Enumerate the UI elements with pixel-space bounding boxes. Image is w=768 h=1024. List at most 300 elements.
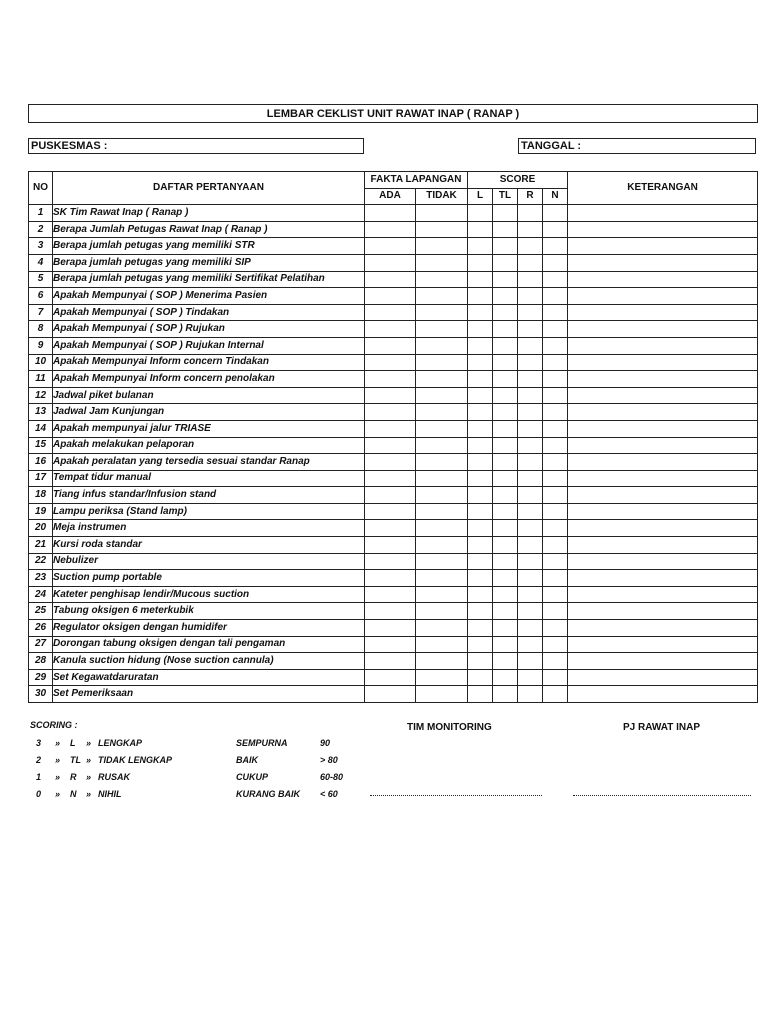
scoring-cat: SEMPURNA xyxy=(236,738,288,748)
cell-tidak[interactable] xyxy=(416,271,468,288)
cell-keterangan[interactable] xyxy=(568,620,758,637)
cell-r[interactable] xyxy=(518,553,543,570)
cell-ada[interactable] xyxy=(365,653,416,670)
cell-tidak[interactable] xyxy=(416,653,468,670)
cell-l[interactable] xyxy=(468,553,493,570)
cell-ada[interactable] xyxy=(365,686,416,703)
row-question: Apakah Mempunyai ( SOP ) Tindakan xyxy=(53,304,365,321)
cell-keterangan[interactable] xyxy=(568,238,758,255)
cell-tidak[interactable] xyxy=(416,586,468,603)
cell-r[interactable] xyxy=(518,337,543,354)
cell-tl[interactable] xyxy=(493,470,518,487)
cell-tl[interactable] xyxy=(493,653,518,670)
cell-tidak[interactable] xyxy=(416,669,468,686)
cell-l[interactable] xyxy=(468,686,493,703)
cell-tl[interactable] xyxy=(493,537,518,554)
cell-r[interactable] xyxy=(518,487,543,504)
scoring-cat: BAIK xyxy=(236,755,258,765)
cell-r[interactable] xyxy=(518,603,543,620)
scoring-code: R xyxy=(70,772,77,782)
cell-tidak[interactable] xyxy=(416,304,468,321)
cell-n[interactable] xyxy=(543,620,568,637)
row-number: 20 xyxy=(29,520,53,537)
cell-tidak[interactable] xyxy=(416,437,468,454)
table-row xyxy=(29,404,758,421)
table-row xyxy=(29,586,758,603)
cell-l[interactable] xyxy=(468,420,493,437)
cell-keterangan[interactable] xyxy=(568,553,758,570)
cell-keterangan[interactable] xyxy=(568,288,758,305)
cell-ada[interactable] xyxy=(365,387,416,404)
cell-n[interactable] xyxy=(543,537,568,554)
cell-keterangan[interactable] xyxy=(568,454,758,471)
cell-ada[interactable] xyxy=(365,586,416,603)
header-n: N xyxy=(543,188,568,205)
table-row xyxy=(29,205,758,222)
cell-l[interactable] xyxy=(468,503,493,520)
row-question: Lampu periksa (Stand lamp) xyxy=(53,503,365,520)
cell-r[interactable] xyxy=(518,238,543,255)
cell-r[interactable] xyxy=(518,686,543,703)
cell-n[interactable] xyxy=(543,470,568,487)
cell-ada[interactable] xyxy=(365,288,416,305)
cell-keterangan[interactable] xyxy=(568,404,758,421)
row-question: Tiang infus standar/Infusion stand xyxy=(53,487,365,504)
table-row xyxy=(29,371,758,388)
cell-keterangan[interactable] xyxy=(568,304,758,321)
cell-l[interactable] xyxy=(468,454,493,471)
cell-tl[interactable] xyxy=(493,553,518,570)
cell-n[interactable] xyxy=(543,520,568,537)
row-number: 1 xyxy=(29,205,53,222)
cell-keterangan[interactable] xyxy=(568,653,758,670)
cell-n[interactable] xyxy=(543,503,568,520)
cell-r[interactable] xyxy=(518,636,543,653)
cell-l[interactable] xyxy=(468,271,493,288)
row-question: Set Kegawatdaruratan xyxy=(53,669,365,686)
scoring-label: NIHIL xyxy=(98,789,122,799)
cell-ada[interactable] xyxy=(365,321,416,338)
cell-l[interactable] xyxy=(468,653,493,670)
cell-n[interactable] xyxy=(543,254,568,271)
cell-l[interactable] xyxy=(468,304,493,321)
row-number: 14 xyxy=(29,420,53,437)
table-row xyxy=(29,603,758,620)
row-number: 8 xyxy=(29,321,53,338)
cell-tidak[interactable] xyxy=(416,553,468,570)
row-question: Berapa jumlah petugas yang memiliki SIP xyxy=(53,254,365,271)
cell-ada[interactable] xyxy=(365,454,416,471)
scoring-a1: » xyxy=(55,755,61,765)
cell-n[interactable] xyxy=(543,304,568,321)
scoring-cat: KURANG BAIK xyxy=(236,789,300,799)
cell-tl[interactable] xyxy=(493,321,518,338)
header-tidak: TIDAK xyxy=(416,188,468,205)
cell-tidak[interactable] xyxy=(416,454,468,471)
cell-ada[interactable] xyxy=(365,205,416,222)
row-question: Apakah melakukan pelaporan xyxy=(53,437,365,454)
cell-l[interactable] xyxy=(468,437,493,454)
cell-l[interactable] xyxy=(468,487,493,504)
cell-tl[interactable] xyxy=(493,503,518,520)
cell-tl[interactable] xyxy=(493,221,518,238)
cell-tl[interactable] xyxy=(493,437,518,454)
scoring-num: 2 xyxy=(36,755,42,765)
table-row xyxy=(29,304,758,321)
cell-keterangan[interactable] xyxy=(568,420,758,437)
cell-r[interactable] xyxy=(518,437,543,454)
scoring-val: 90 xyxy=(320,738,331,748)
cell-keterangan[interactable] xyxy=(568,503,758,520)
cell-keterangan[interactable] xyxy=(568,603,758,620)
cell-r[interactable] xyxy=(518,669,543,686)
scoring-a2: » xyxy=(86,755,92,765)
cell-n[interactable] xyxy=(543,420,568,437)
cell-tidak[interactable] xyxy=(416,221,468,238)
cell-ada[interactable] xyxy=(365,420,416,437)
cell-ada[interactable] xyxy=(365,238,416,255)
cell-n[interactable] xyxy=(543,454,568,471)
row-number: 9 xyxy=(29,337,53,354)
row-number: 21 xyxy=(29,537,53,554)
cell-tl[interactable] xyxy=(493,371,518,388)
cell-n[interactable] xyxy=(543,669,568,686)
cell-ada[interactable] xyxy=(365,553,416,570)
cell-l[interactable] xyxy=(468,620,493,637)
cell-l[interactable] xyxy=(468,636,493,653)
cell-n[interactable] xyxy=(543,686,568,703)
scoring-cat: CUKUP xyxy=(236,772,269,782)
cell-l[interactable] xyxy=(468,387,493,404)
cell-tidak[interactable] xyxy=(416,354,468,371)
cell-r[interactable] xyxy=(518,570,543,587)
cell-keterangan[interactable] xyxy=(568,570,758,587)
cell-ada[interactable] xyxy=(365,404,416,421)
cell-l[interactable] xyxy=(468,354,493,371)
cell-r[interactable] xyxy=(518,304,543,321)
scoring-a1: » xyxy=(55,772,61,782)
cell-keterangan[interactable] xyxy=(568,221,758,238)
row-question: Tempat tidur manual xyxy=(53,470,365,487)
cell-keterangan[interactable] xyxy=(568,686,758,703)
header-ada: ADA xyxy=(365,188,416,205)
scoring-code: N xyxy=(70,789,77,799)
cell-n[interactable] xyxy=(543,238,568,255)
cell-l[interactable] xyxy=(468,254,493,271)
cell-ada[interactable] xyxy=(365,254,416,271)
row-question: Apakah Mempunyai ( SOP ) Rujukan xyxy=(53,321,365,338)
cell-l[interactable] xyxy=(468,371,493,388)
header-r: R xyxy=(518,188,543,205)
cell-tl[interactable] xyxy=(493,337,518,354)
cell-r[interactable] xyxy=(518,404,543,421)
table-row xyxy=(29,520,758,537)
cell-r[interactable] xyxy=(518,271,543,288)
cell-tidak[interactable] xyxy=(416,636,468,653)
cell-n[interactable] xyxy=(543,371,568,388)
cell-ada[interactable] xyxy=(365,337,416,354)
cell-keterangan[interactable] xyxy=(568,537,758,554)
cell-tidak[interactable] xyxy=(416,470,468,487)
table-row xyxy=(29,669,758,686)
cell-tidak[interactable] xyxy=(416,337,468,354)
cell-ada[interactable] xyxy=(365,487,416,504)
cell-n[interactable] xyxy=(543,653,568,670)
row-number: 22 xyxy=(29,553,53,570)
cell-ada[interactable] xyxy=(365,603,416,620)
cell-l[interactable] xyxy=(468,603,493,620)
cell-tl[interactable] xyxy=(493,669,518,686)
cell-tidak[interactable] xyxy=(416,603,468,620)
cell-tl[interactable] xyxy=(493,271,518,288)
cell-r[interactable] xyxy=(518,454,543,471)
cell-l[interactable] xyxy=(468,221,493,238)
cell-tl[interactable] xyxy=(493,354,518,371)
puskesmas-field: PUSKESMAS : xyxy=(28,138,364,154)
cell-n[interactable] xyxy=(543,321,568,338)
cell-keterangan[interactable] xyxy=(568,487,758,504)
row-number: 13 xyxy=(29,404,53,421)
row-question: Set Pemeriksaan xyxy=(53,686,365,703)
cell-ada[interactable] xyxy=(365,636,416,653)
cell-tidak[interactable] xyxy=(416,404,468,421)
tim-signature-line xyxy=(370,790,542,796)
table-row xyxy=(29,487,758,504)
table-row xyxy=(29,321,758,338)
cell-keterangan[interactable] xyxy=(568,337,758,354)
cell-tidak[interactable] xyxy=(416,238,468,255)
cell-l[interactable] xyxy=(468,404,493,421)
cell-r[interactable] xyxy=(518,387,543,404)
cell-r[interactable] xyxy=(518,520,543,537)
cell-tidak[interactable] xyxy=(416,620,468,637)
cell-tl[interactable] xyxy=(493,288,518,305)
row-number: 2 xyxy=(29,221,53,238)
cell-n[interactable] xyxy=(543,553,568,570)
table-row xyxy=(29,254,758,271)
cell-l[interactable] xyxy=(468,337,493,354)
row-question: Berapa Jumlah Petugas Rawat Inap ( Ranap ) xyxy=(53,221,365,238)
header-l: L xyxy=(468,188,493,205)
cell-tl[interactable] xyxy=(493,620,518,637)
row-question: Apakah Mempunyai Inform concern penolakan xyxy=(53,371,365,388)
cell-l[interactable] xyxy=(468,586,493,603)
cell-keterangan[interactable] xyxy=(568,636,758,653)
cell-r[interactable] xyxy=(518,371,543,388)
cell-n[interactable] xyxy=(543,221,568,238)
cell-l[interactable] xyxy=(468,288,493,305)
cell-n[interactable] xyxy=(543,288,568,305)
cell-n[interactable] xyxy=(543,603,568,620)
scoring-code: L xyxy=(70,738,76,748)
row-question: Kursi roda standar xyxy=(53,537,365,554)
scoring-a2: » xyxy=(86,738,92,748)
cell-l[interactable] xyxy=(468,570,493,587)
cell-l[interactable] xyxy=(468,205,493,222)
cell-ada[interactable] xyxy=(365,221,416,238)
cell-tidak[interactable] xyxy=(416,420,468,437)
cell-keterangan[interactable] xyxy=(568,387,758,404)
scoring-title: SCORING : xyxy=(30,720,78,730)
cell-tl[interactable] xyxy=(493,387,518,404)
cell-tl[interactable] xyxy=(493,487,518,504)
cell-l[interactable] xyxy=(468,520,493,537)
cell-r[interactable] xyxy=(518,354,543,371)
cell-ada[interactable] xyxy=(365,371,416,388)
cell-l[interactable] xyxy=(468,321,493,338)
cell-tidak[interactable] xyxy=(416,537,468,554)
tanggal-field: TANGGAL : xyxy=(518,138,756,154)
table-row xyxy=(29,221,758,238)
cell-tl[interactable] xyxy=(493,686,518,703)
cell-tidak[interactable] xyxy=(416,205,468,222)
table-row xyxy=(29,337,758,354)
cell-tl[interactable] xyxy=(493,603,518,620)
cell-tidak[interactable] xyxy=(416,254,468,271)
scoring-num: 1 xyxy=(36,772,42,782)
row-question: Meja instrumen xyxy=(53,520,365,537)
cell-tidak[interactable] xyxy=(416,371,468,388)
row-question: Nebulizer xyxy=(53,553,365,570)
cell-r[interactable] xyxy=(518,420,543,437)
scoring-val: < 60 xyxy=(320,789,338,799)
cell-tidak[interactable] xyxy=(416,387,468,404)
cell-tl[interactable] xyxy=(493,304,518,321)
cell-ada[interactable] xyxy=(365,304,416,321)
cell-tidak[interactable] xyxy=(416,503,468,520)
cell-r[interactable] xyxy=(518,288,543,305)
row-question: Apakah Mempunyai ( SOP ) Menerima Pasien xyxy=(53,288,365,305)
cell-keterangan[interactable] xyxy=(568,371,758,388)
scoring-a2: » xyxy=(86,789,92,799)
cell-tl[interactable] xyxy=(493,205,518,222)
cell-tidak[interactable] xyxy=(416,288,468,305)
cell-r[interactable] xyxy=(518,205,543,222)
cell-ada[interactable] xyxy=(365,503,416,520)
cell-tl[interactable] xyxy=(493,254,518,271)
cell-tl[interactable] xyxy=(493,420,518,437)
cell-keterangan[interactable] xyxy=(568,354,758,371)
row-number: 18 xyxy=(29,487,53,504)
cell-tl[interactable] xyxy=(493,404,518,421)
cell-l[interactable] xyxy=(468,238,493,255)
cell-l[interactable] xyxy=(468,470,493,487)
cell-ada[interactable] xyxy=(365,520,416,537)
cell-tl[interactable] xyxy=(493,586,518,603)
cell-tl[interactable] xyxy=(493,454,518,471)
header-question: DAFTAR PERTANYAAN xyxy=(53,172,365,205)
cell-keterangan[interactable] xyxy=(568,437,758,454)
cell-keterangan[interactable] xyxy=(568,254,758,271)
cell-n[interactable] xyxy=(543,404,568,421)
row-number: 12 xyxy=(29,387,53,404)
table-row xyxy=(29,653,758,670)
row-question: Jadwal piket bulanan xyxy=(53,387,365,404)
row-number: 16 xyxy=(29,454,53,471)
cell-tidak[interactable] xyxy=(416,570,468,587)
cell-n[interactable] xyxy=(543,586,568,603)
cell-r[interactable] xyxy=(518,254,543,271)
scoring-num: 0 xyxy=(36,789,42,799)
cell-tl[interactable] xyxy=(493,570,518,587)
cell-tl[interactable] xyxy=(493,238,518,255)
header-keterangan: KETERANGAN xyxy=(568,172,758,205)
cell-tidak[interactable] xyxy=(416,520,468,537)
cell-r[interactable] xyxy=(518,537,543,554)
cell-n[interactable] xyxy=(543,636,568,653)
cell-l[interactable] xyxy=(468,537,493,554)
row-question: Apakah peralatan yang tersedia sesuai standar Ranap xyxy=(53,454,365,471)
row-question: Apakah Mempunyai Inform concern Tindakan xyxy=(53,354,365,371)
header-fakta-lapangan: FAKTA LAPANGAN xyxy=(365,172,468,189)
table-row xyxy=(29,354,758,371)
cell-r[interactable] xyxy=(518,221,543,238)
cell-r[interactable] xyxy=(518,653,543,670)
cell-r[interactable] xyxy=(518,321,543,338)
cell-n[interactable] xyxy=(543,354,568,371)
cell-ada[interactable] xyxy=(365,669,416,686)
scoring-num: 3 xyxy=(36,738,42,748)
header-tl: TL xyxy=(493,188,518,205)
cell-ada[interactable] xyxy=(365,354,416,371)
row-number: 7 xyxy=(29,304,53,321)
row-number: 28 xyxy=(29,653,53,670)
header-score: SCORE xyxy=(468,172,568,189)
cell-keterangan[interactable] xyxy=(568,271,758,288)
scoring-val: > 80 xyxy=(320,755,338,765)
cell-n[interactable] xyxy=(543,437,568,454)
cell-keterangan[interactable] xyxy=(568,669,758,686)
cell-n[interactable] xyxy=(543,271,568,288)
cell-tidak[interactable] xyxy=(416,686,468,703)
cell-n[interactable] xyxy=(543,387,568,404)
row-question: Kateter penghisap lendir/Mucous suction xyxy=(53,586,365,603)
cell-keterangan[interactable] xyxy=(568,470,758,487)
cell-n[interactable] xyxy=(543,205,568,222)
cell-keterangan[interactable] xyxy=(568,520,758,537)
cell-n[interactable] xyxy=(543,337,568,354)
cell-n[interactable] xyxy=(543,570,568,587)
cell-r[interactable] xyxy=(518,586,543,603)
cell-keterangan[interactable] xyxy=(568,586,758,603)
cell-tl[interactable] xyxy=(493,520,518,537)
table-row xyxy=(29,620,758,637)
cell-keterangan[interactable] xyxy=(568,321,758,338)
cell-keterangan[interactable] xyxy=(568,205,758,222)
cell-r[interactable] xyxy=(518,620,543,637)
cell-ada[interactable] xyxy=(365,537,416,554)
row-question: SK Tim Rawat Inap ( Ranap ) xyxy=(53,205,365,222)
cell-ada[interactable] xyxy=(365,437,416,454)
pj-signature-line xyxy=(573,790,751,796)
cell-n[interactable] xyxy=(543,487,568,504)
row-number: 29 xyxy=(29,669,53,686)
cell-tl[interactable] xyxy=(493,636,518,653)
cell-r[interactable] xyxy=(518,470,543,487)
cell-tidak[interactable] xyxy=(416,487,468,504)
cell-ada[interactable] xyxy=(365,620,416,637)
document-title: LEMBAR CEKLIST UNIT RAWAT INAP ( RANAP ) xyxy=(28,104,758,123)
cell-tidak[interactable] xyxy=(416,321,468,338)
checklist-rows xyxy=(29,205,758,703)
cell-l[interactable] xyxy=(468,669,493,686)
scoring-a1: » xyxy=(55,789,61,799)
cell-r[interactable] xyxy=(518,503,543,520)
cell-ada[interactable] xyxy=(365,570,416,587)
row-number: 5 xyxy=(29,271,53,288)
cell-ada[interactable] xyxy=(365,470,416,487)
cell-ada[interactable] xyxy=(365,271,416,288)
